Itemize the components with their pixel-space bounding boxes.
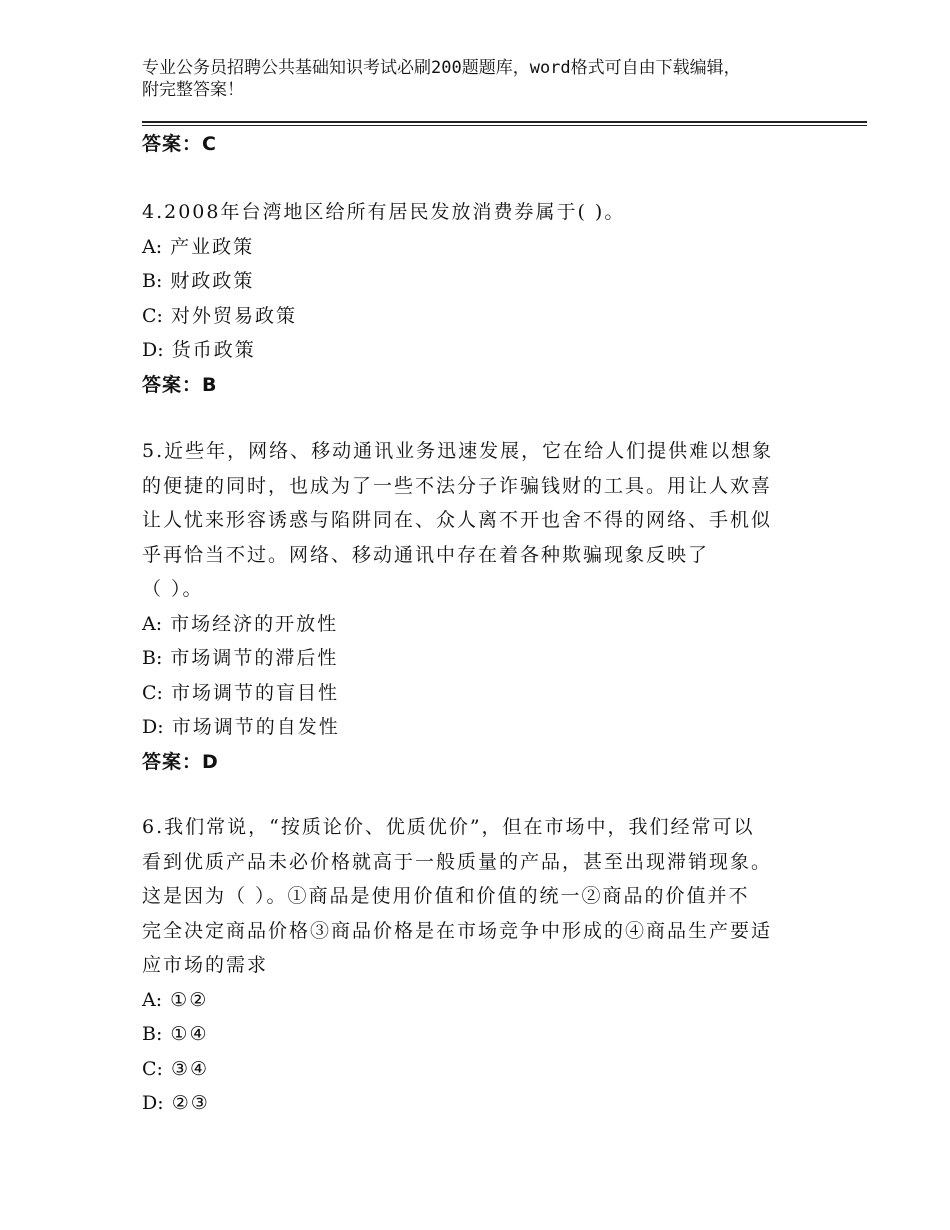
option-label: A: <box>142 988 163 1011</box>
question-5-answer: 答案：D <box>142 750 219 773</box>
question-5-stem-line-1: 5.近些年，网络、移动通讯业务迅速发展，它在给人们提供难以想象 <box>142 440 774 462</box>
option-text: 产业政策 <box>170 235 255 258</box>
question-6-stem-line-4: 完全决定商品价格③商品价格是在市场竞争中形成的④商品生产要适 <box>142 919 773 942</box>
option-label: A: <box>142 235 163 258</box>
option-text: 市场调节的滞后性 <box>170 647 339 669</box>
option-label: C: <box>142 304 163 327</box>
option-text: 货币政策 <box>171 339 256 361</box>
question-4-stem: 4.2008年台湾地区给所有居民发放消费券属于( )。 <box>142 201 626 223</box>
option-label: D: <box>142 1092 164 1114</box>
option-label: C: <box>142 1057 163 1080</box>
option-text: 市场调节的盲目性 <box>171 681 340 704</box>
option-text: ②③ <box>171 1092 210 1114</box>
option-label: A: <box>142 612 163 635</box>
question-5-option-d <box>142 710 812 745</box>
question-6-stem-line-1: 6.我们常说，“按质论价、优质优价”，但在市场中，我们经常可以 <box>142 816 755 838</box>
question-5 <box>142 434 812 779</box>
header-title-line-1: 专业公务员招聘公共基础知识考试必刷200题题库，word格式可自由下载编辑， <box>142 58 741 78</box>
question-5-stem-line-2: 的便捷的同时，也成为了一些不法分子诈骗钱财的工具。用让人欢喜 <box>142 474 773 497</box>
question-5-option-a <box>142 607 812 642</box>
question-5-stem-line-3: 让人忧来形容诱惑与陷阱同在、众人离不开也舍不得的网络、手机似 <box>142 509 773 531</box>
question-4-option-b <box>142 264 812 299</box>
page-header <box>142 57 822 101</box>
question-4 <box>142 195 812 402</box>
question-6-option-a <box>142 983 812 1018</box>
question-5-option-c <box>142 676 812 711</box>
question-6-stem-line-5: 应市场的需求 <box>142 954 269 976</box>
header-title-line-2: 附完整答案！ <box>142 80 244 100</box>
option-text: ①② <box>170 988 209 1011</box>
question-6 <box>142 810 812 1121</box>
option-label: D: <box>142 716 164 738</box>
question-6-stem-line-3: 这是因为（ ）。①商品是使用价值和价值的统一②商品的价值并不 <box>142 885 750 907</box>
question-4-option-c <box>142 299 812 334</box>
question-6-option-c <box>142 1052 812 1087</box>
question-5-stem-line-4: 乎再恰当不过。网络、移动通讯中存在着各种欺骗现象反映了 <box>142 543 710 566</box>
option-text: ①④ <box>170 1023 209 1045</box>
option-label: B: <box>142 270 163 292</box>
question-6-option-b <box>142 1017 812 1052</box>
option-label: B: <box>142 1023 163 1045</box>
header-divider-thick <box>142 121 867 123</box>
option-text: ③④ <box>171 1057 210 1080</box>
option-text: 市场调节的自发性 <box>171 716 340 738</box>
question-5-option-b <box>142 641 812 676</box>
option-label: B: <box>142 647 163 669</box>
header-divider-thin <box>142 125 867 126</box>
option-text: 财政政策 <box>170 270 255 292</box>
question-6-option-d <box>142 1086 812 1121</box>
question-5-stem-line-5: （ ）。 <box>142 578 204 600</box>
option-text: 市场经济的开放性 <box>170 612 339 635</box>
question-4-option-a <box>142 230 812 265</box>
option-text: 对外贸易政策 <box>171 304 298 327</box>
option-label: C: <box>142 681 163 704</box>
question-6-stem-line-2: 看到优质产品未必价格就高于一般质量的产品，甚至出现滞销现象。 <box>142 850 773 873</box>
previous-answer: 答案：C <box>142 133 217 155</box>
question-4-option-d <box>142 333 812 368</box>
question-4-answer: 答案：B <box>142 373 218 396</box>
option-label: D: <box>142 339 164 361</box>
